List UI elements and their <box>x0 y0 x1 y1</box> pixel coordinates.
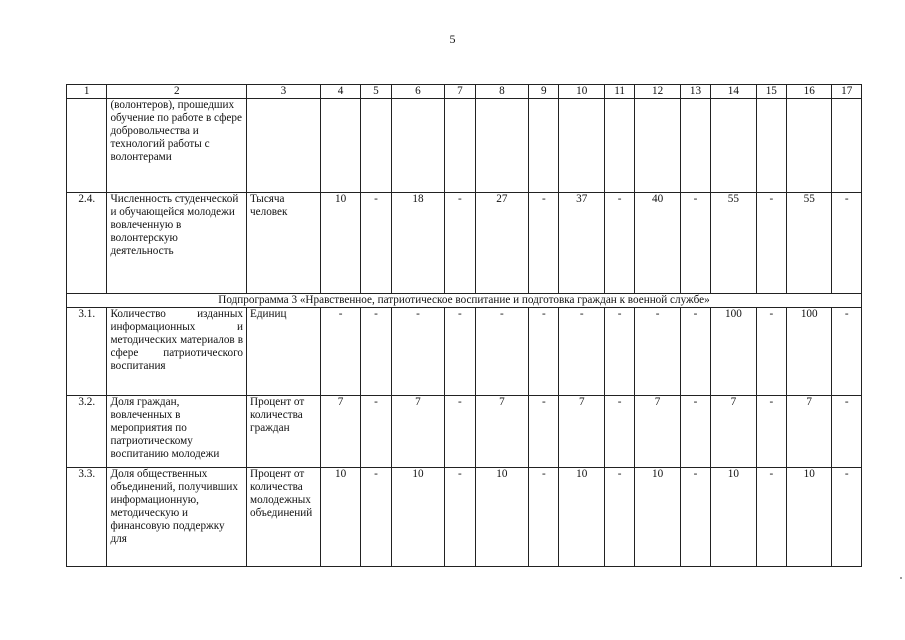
value-cell: - <box>680 193 710 294</box>
value-cell: - <box>680 468 710 567</box>
value-cell: - <box>445 468 475 567</box>
column-header: 1 <box>67 85 107 99</box>
value-cell: 7 <box>320 396 360 468</box>
table-row <box>67 308 862 396</box>
value-cell: 7 <box>786 396 832 468</box>
column-header: 11 <box>604 85 634 99</box>
value-cell: - <box>529 193 559 294</box>
value-cell: - <box>832 193 862 294</box>
value-cell: - <box>832 396 862 468</box>
table-row <box>67 468 862 567</box>
table-row <box>67 99 862 193</box>
column-header: 8 <box>475 85 529 99</box>
table-row <box>67 396 862 468</box>
value-cell: - <box>604 396 634 468</box>
value-cell: 55 <box>711 193 757 294</box>
indicator-name: Численность студенческой и обучающейся молодежи вовлеченную в волонтерскую деятельность <box>107 193 247 294</box>
subprogram-row <box>67 294 862 308</box>
value-cell: 7 <box>559 396 605 468</box>
unit-cell: Тысяча человек <box>247 193 321 294</box>
indicator-name: Доля граждан, вовлеченных в мероприятия по патриотическому воспитанию молодежи <box>107 396 247 468</box>
value-cell: 10 <box>475 468 529 567</box>
column-header: 2 <box>107 85 247 99</box>
value-cell: 55 <box>786 193 832 294</box>
value-cell: 7 <box>391 396 445 468</box>
value-cell: - <box>445 396 475 468</box>
value-cell: - <box>529 396 559 468</box>
column-header: 15 <box>756 85 786 99</box>
unit-cell: Процент от количества граждан <box>247 396 321 468</box>
value-cell: 100 <box>786 308 832 396</box>
value-cell <box>391 99 445 193</box>
value-cell: 40 <box>635 193 681 294</box>
value-cell <box>786 99 832 193</box>
value-cell: 10 <box>559 468 605 567</box>
column-header: 6 <box>391 85 445 99</box>
value-cell: 10 <box>786 468 832 567</box>
value-cell <box>756 99 786 193</box>
row-id: 3.3. <box>67 468 107 567</box>
table-row <box>67 193 862 294</box>
value-cell: - <box>361 308 391 396</box>
value-cell: - <box>832 308 862 396</box>
value-cell: - <box>445 308 475 396</box>
row-id <box>67 99 107 193</box>
unit-cell <box>247 99 321 193</box>
column-header: 16 <box>786 85 832 99</box>
value-cell: - <box>756 396 786 468</box>
value-cell: 10 <box>711 468 757 567</box>
value-cell: 18 <box>391 193 445 294</box>
row-id: 3.2. <box>67 396 107 468</box>
value-cell <box>361 99 391 193</box>
value-cell: - <box>635 308 681 396</box>
value-cell: - <box>680 396 710 468</box>
value-cell: - <box>756 468 786 567</box>
row-id: 2.4. <box>67 193 107 294</box>
value-cell: 100 <box>711 308 757 396</box>
value-cell <box>529 99 559 193</box>
value-cell: - <box>756 308 786 396</box>
column-header: 14 <box>711 85 757 99</box>
value-cell: 37 <box>559 193 605 294</box>
value-cell: - <box>391 308 445 396</box>
unit-cell: Единиц <box>247 308 321 396</box>
value-cell: - <box>529 468 559 567</box>
indicator-name: Количество изданных информационных и методических материалов в сфере патриотического воспитания <box>107 308 247 396</box>
value-cell <box>559 99 605 193</box>
value-cell: 7 <box>711 396 757 468</box>
column-header: 3 <box>247 85 321 99</box>
value-cell <box>604 99 634 193</box>
value-cell: 27 <box>475 193 529 294</box>
value-cell: 10 <box>320 193 360 294</box>
column-header: 12 <box>635 85 681 99</box>
value-cell: 10 <box>320 468 360 567</box>
row-id: 3.1. <box>67 308 107 396</box>
value-cell: - <box>475 308 529 396</box>
column-header-row <box>67 85 862 99</box>
value-cell: - <box>604 193 634 294</box>
subprogram-title: Подпрограмма 3 «Нравственное, патриотическое воспитание и подготовка граждан к военной службе» <box>67 294 862 308</box>
value-cell: - <box>680 308 710 396</box>
value-cell: - <box>445 193 475 294</box>
value-cell <box>445 99 475 193</box>
value-cell: 7 <box>635 396 681 468</box>
column-header: 7 <box>445 85 475 99</box>
page-number: 5 <box>449 32 456 46</box>
value-cell <box>475 99 529 193</box>
column-header: 4 <box>320 85 360 99</box>
indicator-name: Доля общественных объединений, получивших информационную, методическую и финансовую поддержку для <box>107 468 247 567</box>
value-cell: - <box>361 468 391 567</box>
value-cell <box>320 99 360 193</box>
value-cell: 10 <box>635 468 681 567</box>
column-header: 10 <box>559 85 605 99</box>
value-cell: - <box>559 308 605 396</box>
column-header: 17 <box>832 85 862 99</box>
value-cell <box>680 99 710 193</box>
value-cell: 10 <box>391 468 445 567</box>
scan-speck <box>900 577 902 579</box>
value-cell: - <box>529 308 559 396</box>
unit-cell: Процент от количества молодежных объединений <box>247 468 321 567</box>
value-cell <box>832 99 862 193</box>
value-cell: - <box>320 308 360 396</box>
column-header: 9 <box>529 85 559 99</box>
value-cell: 7 <box>475 396 529 468</box>
column-header: 13 <box>680 85 710 99</box>
value-cell <box>635 99 681 193</box>
indicators-table <box>66 84 862 567</box>
value-cell: - <box>361 193 391 294</box>
value-cell <box>711 99 757 193</box>
value-cell: - <box>756 193 786 294</box>
value-cell: - <box>832 468 862 567</box>
value-cell: - <box>604 308 634 396</box>
column-header: 5 <box>361 85 391 99</box>
value-cell: - <box>604 468 634 567</box>
indicator-name: (волонтеров), прошедших обучение по работе в сфере добровольчества и технологий работы с волонтерами <box>107 99 247 193</box>
value-cell: - <box>361 396 391 468</box>
